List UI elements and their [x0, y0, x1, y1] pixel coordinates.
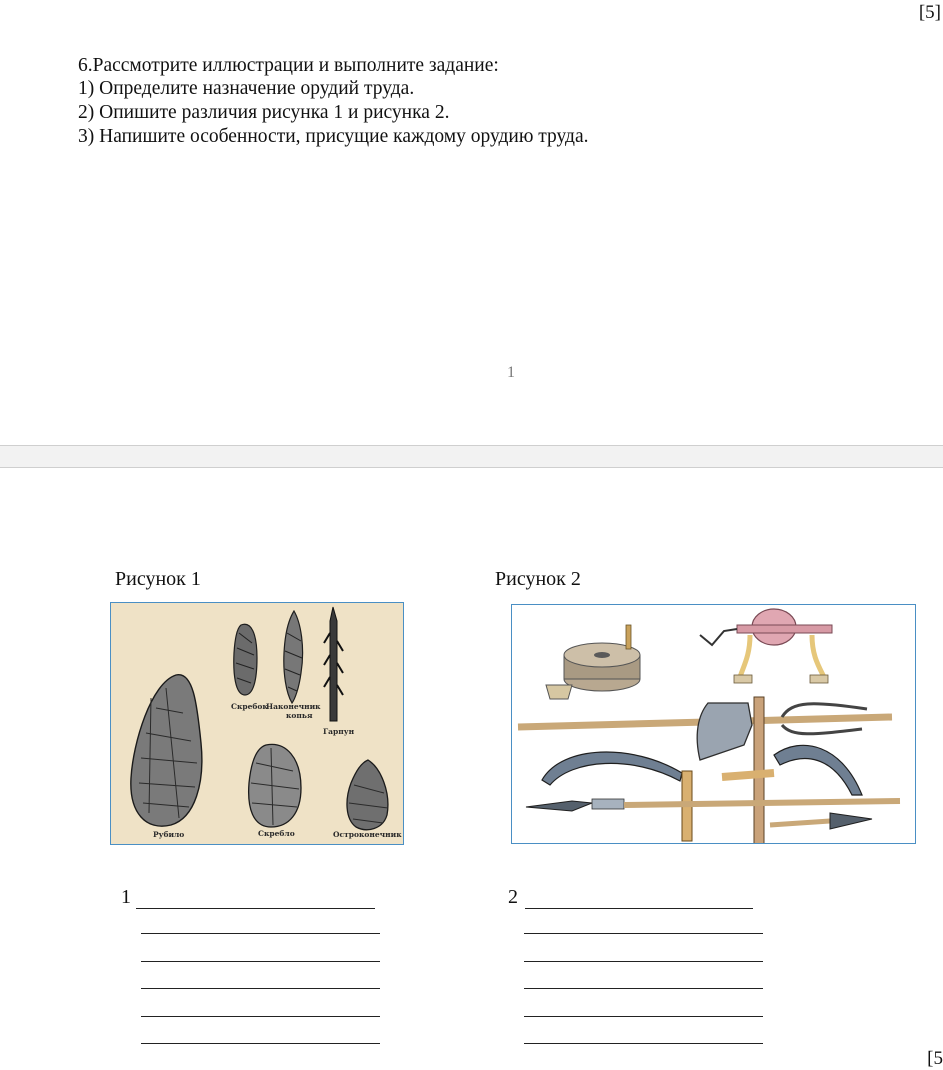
page-separator — [0, 445, 943, 468]
answer-2-line-4[interactable] — [524, 988, 763, 989]
answer-2-line-3[interactable] — [524, 961, 763, 962]
label-side-scraper: Скребло — [258, 829, 295, 838]
figure-2-iron-tools — [511, 604, 916, 844]
answer-1-line-3[interactable] — [141, 961, 380, 962]
harpoon-icon — [330, 607, 337, 721]
sickle-right-icon — [774, 745, 862, 795]
answer-1-line-5[interactable] — [141, 1016, 380, 1017]
label-harpoon: Гарпун — [323, 727, 355, 736]
label-scraper: Скребок — [231, 702, 268, 711]
task-item-3: 3) Напишите особенности, присущие каждому орудию труда. — [78, 126, 589, 147]
answer-1-line-1[interactable] — [136, 908, 375, 909]
answer-1-label: 1 — [121, 886, 131, 908]
task-title: 6.Рассмотрите иллюстрации и выполните задание: — [78, 55, 499, 76]
label-hand-axe: Рубило — [153, 830, 185, 839]
hand-axe-icon — [131, 675, 202, 826]
answer-2-line-2[interactable] — [524, 933, 763, 934]
answer-1-line-2[interactable] — [141, 933, 380, 934]
answer-2-line-1[interactable] — [525, 908, 753, 909]
sickle-left-icon — [542, 752, 682, 785]
answer-1-line-4[interactable] — [141, 988, 380, 989]
axe-icon — [697, 703, 752, 760]
bowl-icon — [546, 685, 572, 699]
task-item-1: 1) Определите назначение орудий труда. — [78, 78, 415, 99]
label-pointed-tool: Остроконечник — [333, 830, 402, 839]
label-spear-point: Наконечник — [266, 702, 321, 711]
figure-1-caption: Рисунок 1 — [115, 568, 201, 590]
score-bottom: [5 — [927, 1048, 943, 1069]
answer-2-line-6[interactable] — [524, 1043, 763, 1044]
answer-1-line-6[interactable] — [141, 1043, 380, 1044]
dart-icon — [830, 813, 872, 829]
figure-2-caption: Рисунок 2 — [495, 568, 581, 590]
answer-2-line-5[interactable] — [524, 1016, 763, 1017]
label-spear: копья — [286, 711, 313, 720]
page-number: 1 — [507, 364, 515, 381]
answer-2-label: 2 — [508, 886, 518, 908]
score-top: [5] — [918, 2, 941, 23]
scraper-small-icon — [234, 624, 257, 695]
task-item-2: 2) Опишите различия рисунка 1 и рисунка 2. — [78, 102, 450, 123]
figure-1-stone-tools — [110, 602, 404, 845]
spear-icon — [526, 801, 592, 811]
